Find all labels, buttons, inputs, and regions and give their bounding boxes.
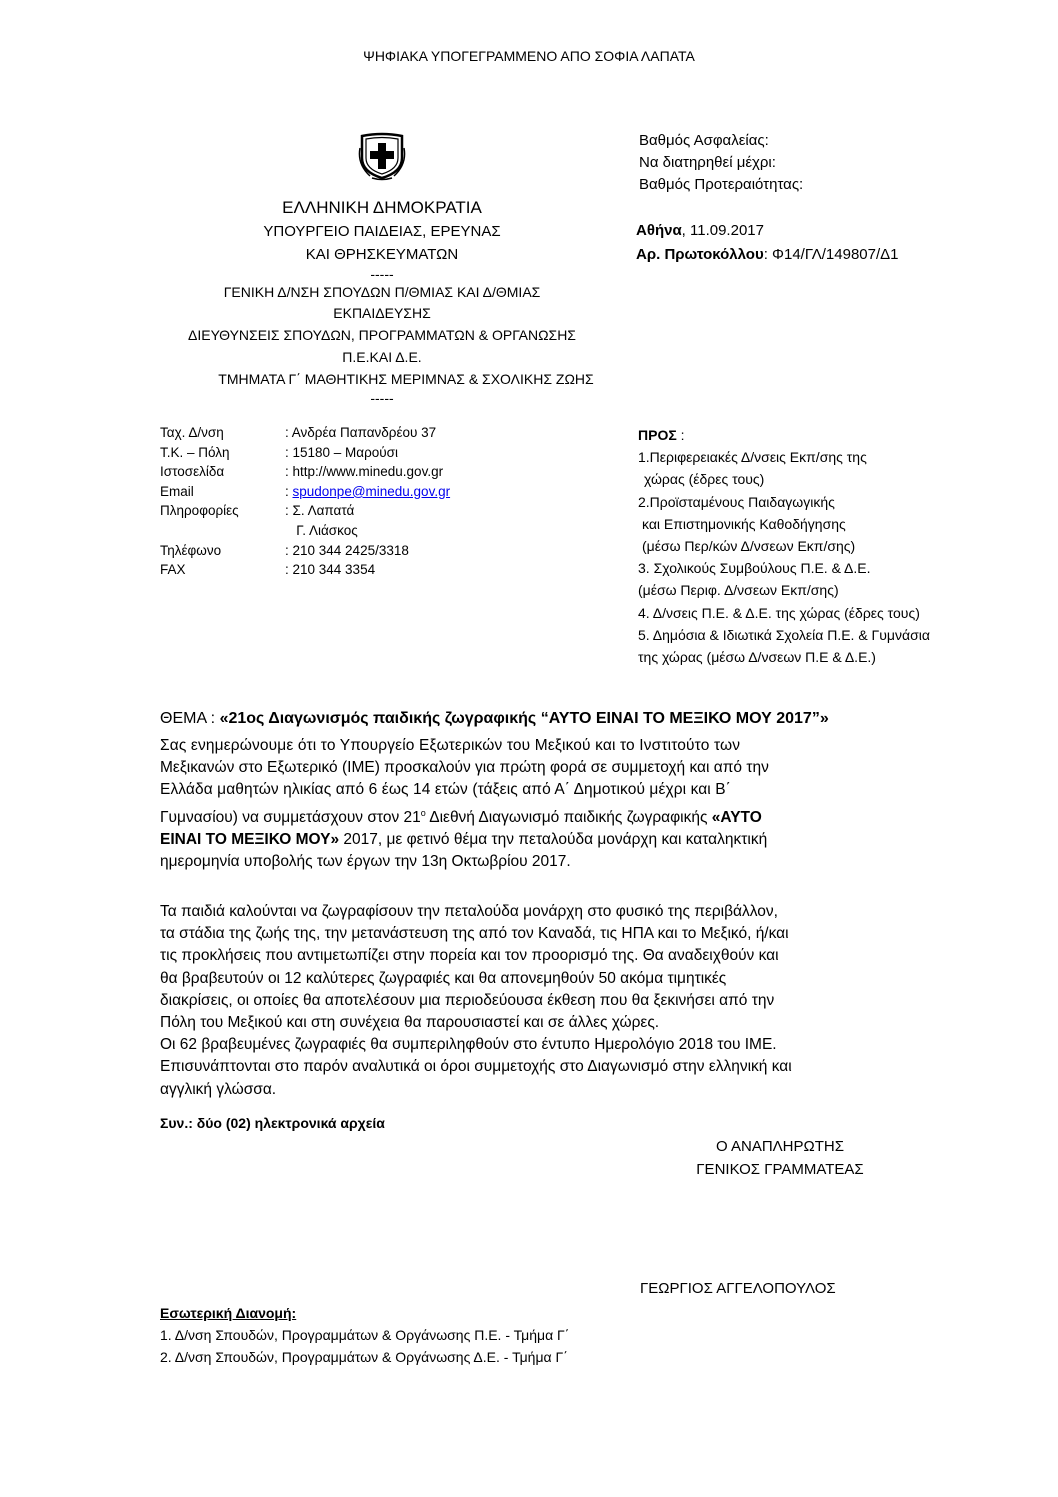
protocol-line bbox=[636, 243, 899, 267]
signatory-name: ΓΕΩΡΓΙΟΣ ΑΓΓΕΛΟΠΟΥΛΟΣ bbox=[640, 1280, 836, 1297]
classification-block bbox=[639, 130, 803, 196]
signature-role: ΓΕΝΙΚΟΣ ΓΡΑΜΜΑΤΕΑΣ bbox=[696, 1161, 864, 1178]
header-country: ΕΛΛΗΝΙΚΗ ΔΗΜΟΚΡΑΤΙΑ bbox=[282, 198, 482, 217]
body-paragraph-1 bbox=[160, 735, 910, 873]
header-separator: ----- bbox=[370, 266, 394, 282]
contact-value: Γ. Λιάσκος bbox=[285, 522, 358, 538]
contact-row bbox=[160, 423, 450, 443]
paragraph-line: Γυμνασίου) να συμμετάσχουν στον $21^o$ Διεθνή Διαγωνισμό παιδικής ζωγραφικής «ΑΥΤΟ bbox=[160, 807, 762, 826]
recipient-line: χώρας (έδρες τους) bbox=[644, 471, 765, 488]
contact-value: : 210 344 3354 bbox=[285, 562, 376, 578]
contact-label: FAX bbox=[160, 562, 186, 578]
internal-distribution-title: Εσωτερική Διανομή: bbox=[160, 1305, 297, 1321]
recipient-line: της χώρας (μέσω Δ/νσεων Π.Ε & Δ.Ε.) bbox=[638, 649, 876, 666]
recipient-line: (μέσω Περ/κών Δ/νσεων Εκπ/σης) bbox=[642, 538, 856, 555]
header-general-directorate: ΓΕΝΙΚΗ Δ/ΝΣΗ ΣΠΟΥΔΩΝ Π/ΘΜΙΑΣ ΚΑΙ Δ/ΘΜΙΑΣ bbox=[223, 284, 541, 300]
subject-label: ΘΕΜΑ : bbox=[160, 710, 220, 727]
recipients-title: ΠΡΟΣ : bbox=[638, 427, 685, 443]
paragraph-line: Οι 62 βραβευμένες ζωγραφιές θα συμπεριληφθούν στο έντυπο Ημερολόγιο 2018 του ΙΜΕ. bbox=[160, 1036, 777, 1054]
date-value: , 11.09.2017 bbox=[681, 222, 764, 239]
contact-label: Τ.Κ. – Πόλη bbox=[160, 444, 230, 460]
date-line bbox=[636, 219, 899, 243]
date-label: Αθήνα bbox=[636, 222, 682, 239]
header-ministry: ΥΠΟΥΡΓΕΙΟ ΠΑΙΔΕΙΑΣ, ΕΡΕΥΝΑΣ bbox=[263, 223, 501, 240]
contact-details bbox=[160, 423, 450, 580]
paragraph-line: Επισυνάπτονται στο παρόν αναλυτικά οι όροι συμμετοχής στο Διαγωνισμό στην ελληνική και bbox=[160, 1058, 792, 1076]
contact-label: Πληροφορίες bbox=[160, 503, 239, 519]
recipient-line: (μέσω Περιφ. Δ/νσεων Εκπ/σης) bbox=[638, 582, 839, 599]
header-general-directorate-cont: ΕΚΠΑΙΔΕΥΣΗΣ bbox=[333, 305, 431, 321]
paragraph-line: Μεξικανών στο Εξωτερικό (IME) προσκαλούν για πρώτη φορά σε συμμετοχή και από την bbox=[160, 759, 769, 777]
retention-label: Να διατηρηθεί μέχρι: bbox=[639, 154, 776, 171]
paragraph-line: τα στάδια της ζωής της, την μετανάστευση της από τον Καναδά, τις ΗΠΑ και το Μεξικό, ή/και bbox=[160, 925, 789, 943]
paragraph-line: Τα παιδιά καλούνται να ζωγραφίσουν την πεταλούδα μονάρχη στο φυσικό της περιβάλλον, bbox=[160, 903, 778, 920]
email-link[interactable]: spudonpe@minedu.gov.gr bbox=[292, 483, 451, 499]
paragraph-line: Ελλάδα μαθητών ηλικίας από 6 έως 14 ετών (τάξεις από Α΄ Δημοτικού μέχρι και Β΄ bbox=[160, 781, 731, 799]
paragraph-line: διακρίσεις, οι οποίες θα αποτελέσουν μια περιοδεύουσα έκθεση που θα ξεκινήσει από την bbox=[160, 991, 775, 1009]
website-value: : http://www.minedu.gov.gr bbox=[285, 464, 444, 480]
distribution-item: 1. Δ/νση Σπουδών, Προγραμμάτων & Οργάνωσης Π.Ε. - Τμήμα Γ΄ bbox=[160, 1327, 570, 1343]
paragraph-line: αγγλική γλώσσα. bbox=[160, 1080, 277, 1098]
priority-label: Βαθμός Προτεραιότητας: bbox=[639, 176, 804, 193]
header-directorates-cont: Π.Ε.ΚΑΙ Δ.Ε. bbox=[342, 349, 422, 365]
contact-row bbox=[160, 521, 450, 541]
recipient-line: και Επιστημονικής Καθοδήγησης bbox=[642, 515, 846, 532]
recipient-line: 4. Δ/νσεις Π.Ε. & Δ.Ε. της χώρας (έδρες τους) bbox=[638, 604, 920, 621]
body-paragraph-2 bbox=[160, 901, 910, 1101]
contact-value: : 210 344 2425/3318 bbox=[285, 542, 409, 558]
header-departments: ΤΜΗΜΑΤΑ Γ΄ ΜΑΘΗΤΙΚΗΣ ΜΕΡΙΜΝΑΣ & ΣΧΟΛΙΚΗΣ ΖΩΗΣ bbox=[218, 371, 594, 387]
contact-label: Ιστοσελίδα bbox=[160, 464, 225, 480]
attachments-note: Συν.: δύο (02) ηλεκτρονικά αρχεία bbox=[160, 1115, 385, 1131]
paragraph-line: ημερομηνία υποβολής των έργων την 13η Οκτωβρίου 2017. bbox=[160, 853, 571, 871]
header-ministry-cont: ΚΑΙ ΘΡΗΣΚΕΥΜΑΤΩΝ bbox=[305, 246, 459, 263]
paragraph-line: Σας ενημερώνουμε ότι το Υπουργείο Εξωτερικών του Μεξικού και το Ινστιτούτο των bbox=[160, 737, 741, 754]
paragraph-line: ΕΙΝΑΙ ΤΟ ΜΕΞΙΚΟ ΜΟΥ» 2017, με φετινό θέμα την πεταλούδα μονάρχη και καταληκτική bbox=[160, 830, 768, 848]
contact-value: : Σ. Λαπατά bbox=[285, 503, 355, 519]
paragraph-line: τις προκλήσεις που αντιμετωπίζει στην πορεία και τον προορισμό της. Θα αναδειχθούν και bbox=[160, 947, 779, 965]
contact-value: : 15180 – Μαρούσι bbox=[285, 444, 399, 460]
header-separator-2: ----- bbox=[370, 390, 394, 406]
header-directorates: ΔΙΕΥΘΥΝΣΕΙΣ ΣΠΟΥΔΩΝ, ΠΡΟΓΡΑΜΜΑΤΩΝ & ΟΡΓΑΝΩΣΗΣ bbox=[188, 327, 576, 343]
contact-row bbox=[160, 501, 450, 521]
paragraph-line: θα βραβευτούν οι 12 καλύτερες ζωγραφιές και θα απονεμηθούν 50 ακόμα τιμητικές bbox=[160, 969, 727, 987]
security-level-label: Βαθμός Ασφαλείας: bbox=[639, 132, 769, 149]
issuer-header bbox=[162, 196, 602, 406]
paragraph-line: Πόλη του Μεξικού και στη συνέχεια θα παρουσιαστεί και σε άλλες χώρες. bbox=[160, 1014, 660, 1032]
signature-title: Ο ΑΝΑΠΛΗΡΩΤΗΣ bbox=[715, 1138, 845, 1155]
recipient-line: 1.Περιφερειακές Δ/νσεις Εκπ/σης της bbox=[638, 449, 867, 466]
contact-row bbox=[160, 560, 450, 580]
contact-value: : Ανδρέα Παπανδρέου 37 bbox=[285, 425, 437, 440]
subject-text: «21ος Διαγωνισμός παιδικής ζωγραφικής “ΑΥΤΟ ΕΙΝΑΙ ΤΟ ΜΕΞΙΚΟ ΜΟΥ 2017”» bbox=[219, 710, 829, 727]
distribution-item: 2. Δ/νση Σπουδών, Προγραμμάτων & Οργάνωσης Δ.Ε. - Τμήμα Γ΄ bbox=[160, 1349, 568, 1365]
contact-row bbox=[160, 462, 450, 482]
coat-of-arms-icon bbox=[358, 128, 406, 182]
recipient-line: 3. Σχολικούς Συμβούλους Π.Ε. & Δ.Ε. bbox=[638, 560, 871, 577]
recipient-line: 5. Δημόσια & Ιδιωτικά Σχολεία Π.Ε. & Γυμνάσια bbox=[638, 626, 930, 643]
contact-row bbox=[160, 482, 450, 502]
protocol-value: : Φ14/ΓΛ/149807/Δ1 bbox=[763, 246, 899, 263]
date-protocol-block bbox=[636, 219, 899, 267]
contact-row bbox=[160, 443, 450, 463]
protocol-label: Αρ. Πρωτοκόλλου bbox=[636, 246, 764, 263]
contact-label: Ταχ. Δ/νση bbox=[160, 425, 224, 440]
recipient-line: 2.Προϊσταμένους Παιδαγωγικής bbox=[638, 493, 835, 510]
recipients-block bbox=[638, 424, 930, 668]
subject-line bbox=[160, 708, 829, 730]
signature-block bbox=[660, 1135, 900, 1181]
contact-label: Email bbox=[160, 483, 194, 499]
digital-signature-stamp: ΨΗΦΙΑΚΑ ΥΠΟΓΕΓΡΑΜΜΕΝΟ ΑΠΟ ΣΟΦΙΑ ΛΑΠΑΤΑ bbox=[363, 48, 695, 64]
internal-distribution bbox=[160, 1302, 569, 1368]
email-prefix: : bbox=[285, 483, 293, 499]
contact-row bbox=[160, 541, 450, 561]
contact-label: Τηλέφωνο bbox=[160, 542, 222, 558]
